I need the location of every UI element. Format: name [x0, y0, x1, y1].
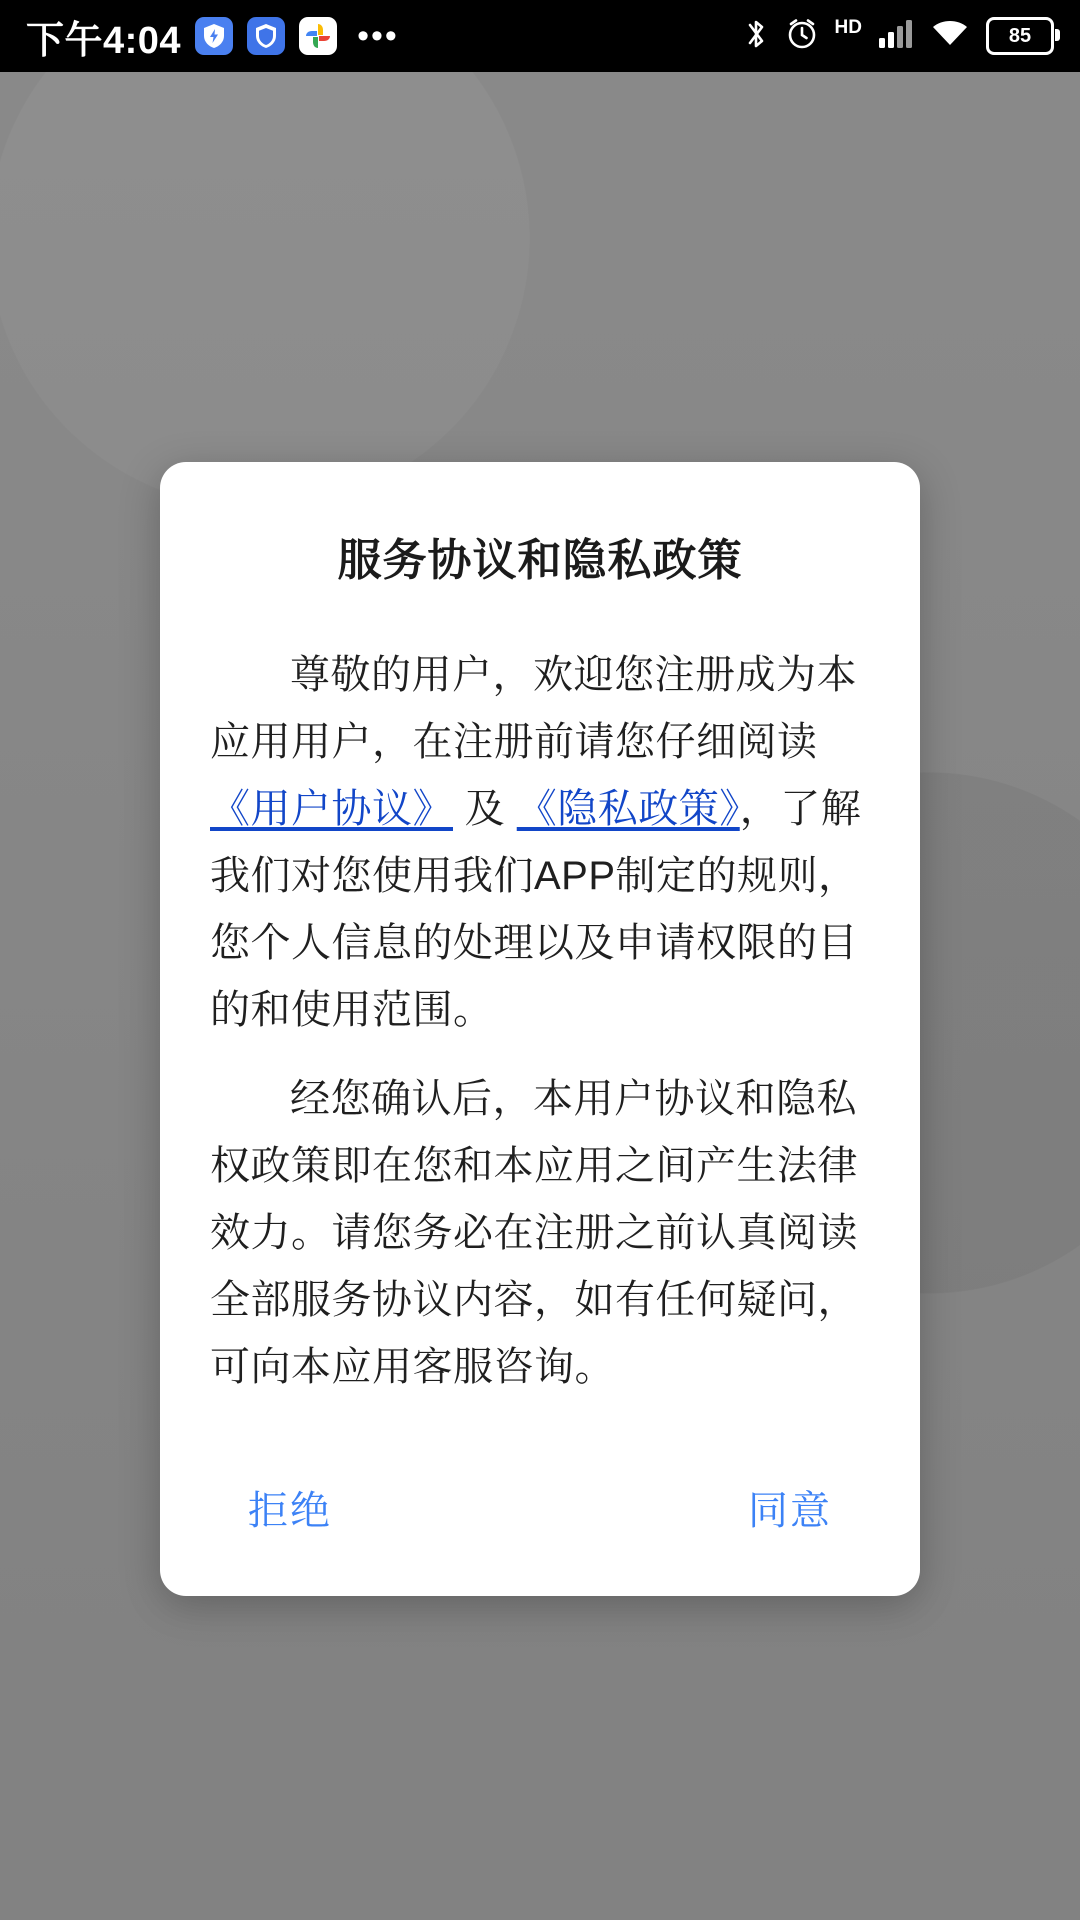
wifi-icon: [930, 18, 970, 55]
shield-bolt-icon: [195, 17, 233, 55]
overflow-dots-icon: •••: [357, 17, 399, 55]
agree-button[interactable]: 同意: [738, 1471, 842, 1544]
cellular-signal-icon: [878, 18, 914, 55]
dialog-title: 服务协议和隐私政策: [337, 536, 743, 585]
user-agreement-link[interactable]: 《用户协议》: [210, 787, 453, 831]
dialog-actions: [210, 1471, 870, 1562]
dialog-paragraph-1: [210, 642, 870, 1044]
paragraph1-conjunction: 及: [453, 787, 517, 831]
battery-level-label: 85: [1008, 24, 1032, 47]
dialog-paragraph-2: 经您确认后，本用户协议和隐私权政策即在您和本应用之间产生法律效力。请您务必在注册之前认真阅读全部服务协议内容，如有任何疑问，可向本应用客服咨询。: [210, 1077, 858, 1389]
privacy-policy-link[interactable]: 《隐私政策》: [516, 787, 740, 831]
paragraph1-text-before-link1: 尊敬的用户，欢迎您注册成为本应用用户，在注册前请您仔细阅读: [210, 653, 857, 764]
bluetooth-icon: [743, 15, 769, 58]
status-bar-right: [743, 0, 1054, 72]
alarm-icon: [785, 17, 819, 56]
status-bar-left: [26, 9, 399, 64]
dialog-body: [210, 642, 870, 1401]
google-photos-icon: [299, 17, 337, 55]
status-clock: 下午4:04: [26, 19, 182, 62]
privacy-policy-dialog: [160, 462, 920, 1596]
paragraph1-text-after-link2: ，了解我们对您使用我们APP制定的规则，您个人信息的处理以及申请权限的目的和使用范围。: [210, 787, 862, 1032]
battery-icon: [986, 17, 1054, 55]
reject-button[interactable]: 拒绝: [238, 1471, 342, 1544]
hd-icon: HD: [834, 16, 862, 38]
status-bar: [0, 0, 1080, 72]
app-background: [0, 72, 1080, 1920]
shield-icon: [247, 17, 285, 55]
